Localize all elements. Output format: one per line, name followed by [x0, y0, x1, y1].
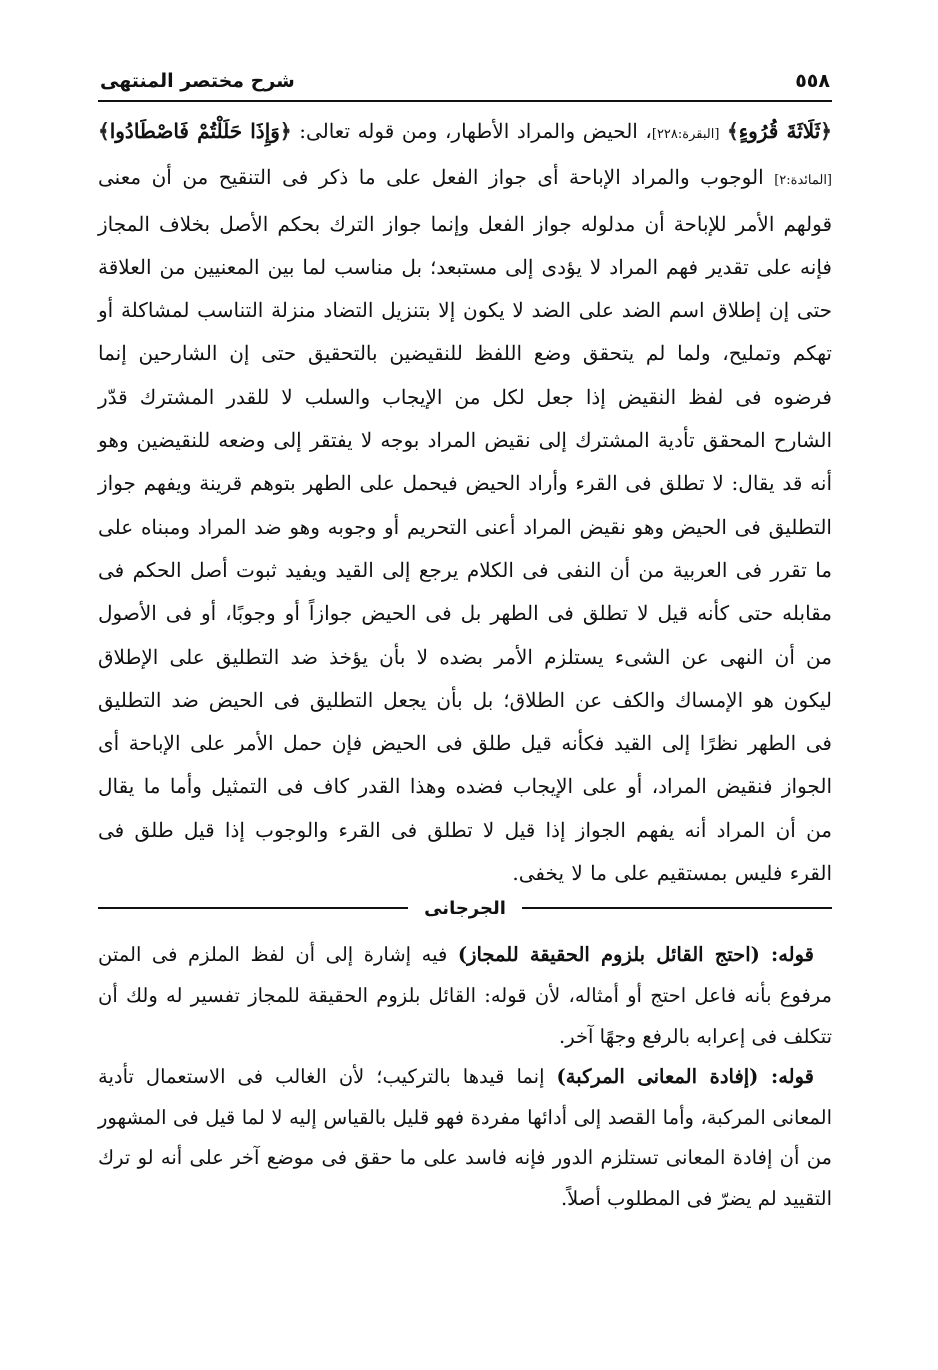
divider-rule-right [522, 907, 832, 909]
main-text-segment: ، الحيض والمراد الأطهار، ومن قوله تعالى: [299, 119, 652, 143]
quran-bracket-open: ﴿ [820, 119, 833, 143]
page-number: ٥٥٨ [795, 70, 830, 92]
commentator-name: الجرجانى [424, 897, 506, 919]
quran-verse-1: ثَلَاثَةَ قُرُوءٍ [738, 119, 821, 143]
commentary-text: فيه إشارة إلى أن لفظ الملزم فى المتن مرفوع بأنه فاعل احتج أو أمثاله، لأن قوله: القائل بلزوم الحقيقة للمجاز تفسير له ولك أن تتكلف فى إعرابه بالرفع وجهًا آخر. [98, 943, 832, 1048]
commentary [98, 935, 832, 1219]
commentary-paragraph [98, 1057, 832, 1219]
quran-bracket-close: ﴾ [98, 119, 110, 143]
section-divider [98, 895, 832, 921]
page [98, 68, 832, 1338]
commentary-lemma: قوله: (إفادة المعانى المركبة) [556, 1065, 814, 1089]
commentary-text: إنما قيدها بالتركيب؛ لأن الغالب فى الاستعمال تأدية المعانى المركبة، وأما القصد إلى أدائها مفردة فهو قليل بالقياس إليه لا لما قيل فى المشهور من أن إفادة المعانى تستلزم الدور فإنه فاسد على ما حقق فى موضع آخر على أنه لو ترك التقييد لم يضرّ فى المطلوب أصلاً. [98, 1065, 832, 1210]
verse-reference-1: [البقرة:٢٢٨] [651, 127, 720, 142]
verse-reference-2: [المائدة:٢] [774, 173, 833, 189]
main-text [98, 110, 832, 895]
quran-bracket-close: ﴾ [726, 119, 739, 143]
divider-rule-left [98, 907, 408, 909]
running-title: شرح مختصر المنتهى [100, 70, 295, 92]
quran-bracket-open: ﴿ [279, 119, 292, 143]
main-text-body: الوجوب والمراد الإباحة أى جواز الفعل على ما ذكر فى التنقيح من أن معنى قولهم الأمر للإباحة أن مدلوله جواز الفعل وإنما جواز الترك بحكم الأصل بخلاف المجاز فإنه على تقدير فهم المراد لا يؤدى إلى مستبعد؛ بل مناسب لما بين المعنيين من العلاقة حتى إن إطلاق اسم الضد على الضد لا يكون إلا بتنزيل التضاد منزلة التناسب لمشاكلة أو تهكم وتمليح، ولما لم يتحقق وضع اللفظ للنقيضين بالتحقيق حتى إن الشارحين إنما فرضوه فى لفظ النقيض إذا جعل لكل من الإيجاب والسلب لا للقدر المشترك قدّر الشارح المحقق تأدية المشترك إلى نقيض المراد بوجه لا يفتقر إلى وضعه للنقيضين وهو أنه قد يقال: لا تطلق فى القرء وأراد الحيض فيحمل على الطهر بتوهم قرينة ويفهم جواز التطليق فى الحيض وهو نقيض المراد أعنى التحريم أو وجوبه وهو ضد المراد ومبناه على ما تقرر فى العربية من أن النفى فى الكلام يرجع إلى القيد ويفيد ثبوت أصل الحكم فى مقابله حتى كأنه قيل لا تطلق فى الطهر بل فى الحيض جوازاً أو وجوبًا، أو فى الأصول من أن النهى عن الشىء يستلزم الأمر بضده لا بأن يؤخذ ضد التطليق على الإطلاق ليكون هو الإمساك والكف عن الطلاق؛ بل بأن يجعل التطليق فى الحيض ضد التطليق فى الطهر نظرًا إلى القيد فكأنه قيل طلق فى الحيض فإن حمل الأمر على الإباحة أى الجواز فنقيض المراد، أو على الإيجاب فضده وهذا القدر كاف فى التمثيل وأما ما يقال من أن المراد أنه يفهم الجواز إذا قيل لا تطلق فى القرء والوجوب إذا قيل طلق فى القرء فليس بمستقيم على ما لا يخفى. [98, 165, 832, 886]
quran-verse-2: وَإِذَا حَلَلْتُمْ فَاصْطَادُوا [109, 119, 280, 143]
commentary-paragraph [98, 935, 832, 1057]
commentary-lemma: قوله: (احتج القائل بلزوم الحقيقة للمجاز) [457, 943, 815, 967]
page-header [98, 68, 832, 102]
